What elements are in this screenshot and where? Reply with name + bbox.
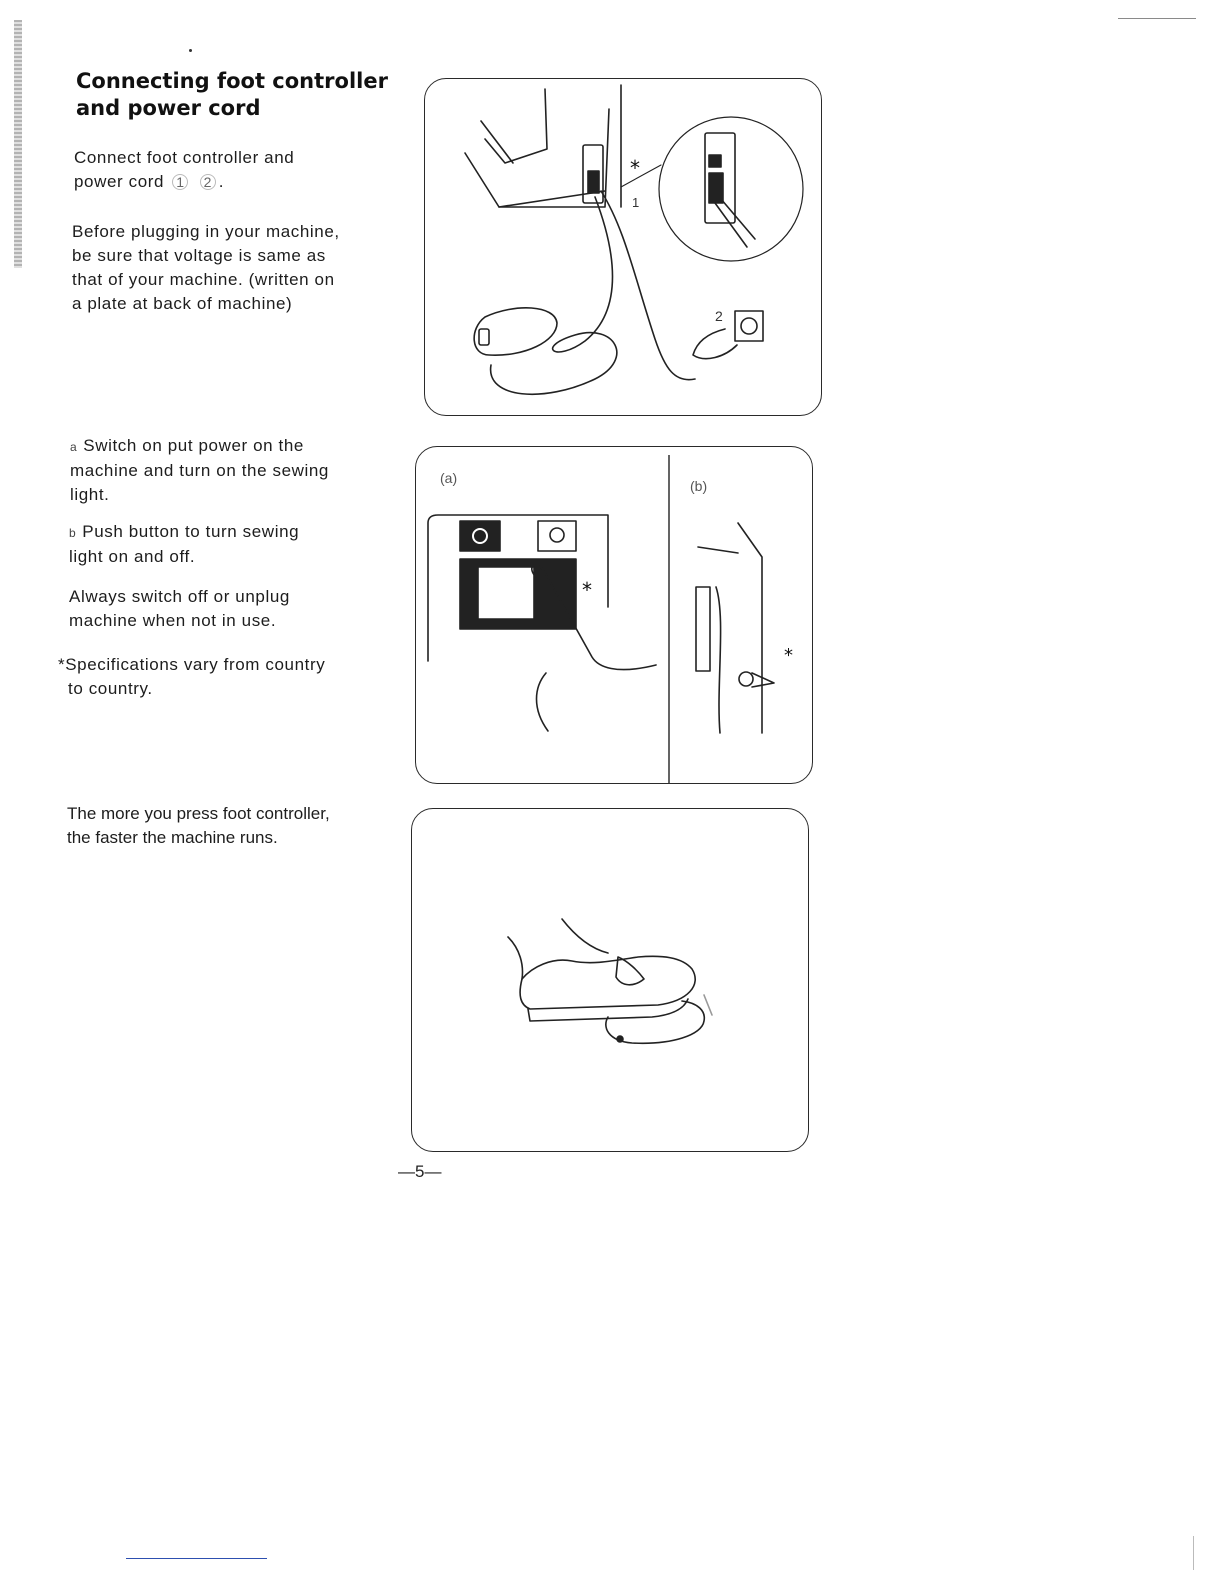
bottom-rule (126, 1558, 267, 1559)
wall-outlet (735, 311, 763, 341)
speed-line-2: the faster the machine runs. (67, 828, 278, 847)
voltage-line-4: a plate at back of machine) (72, 294, 293, 313)
voltage-line-2: be sure that voltage is same as (72, 246, 326, 265)
figure-switches (415, 446, 813, 784)
specifications-line-1: *Specifications vary from country (58, 655, 326, 674)
light-button-line-2: light on and off. (69, 547, 196, 566)
ref-number-2: 2 (200, 174, 216, 190)
light-button-b (696, 587, 710, 671)
always-switch-line-2: machine when not in use. (69, 611, 277, 630)
marker-b: b (69, 526, 77, 540)
fig2-label-b: (b) (690, 478, 708, 494)
page-title (76, 68, 396, 122)
hand-outline (693, 329, 737, 359)
connect-line-1: Connect foot controller and (74, 148, 295, 167)
leg-outline-left (508, 937, 522, 979)
top-rule (1118, 18, 1196, 19)
machine-socket (588, 171, 599, 193)
connect-line-2-prefix: power cord (74, 172, 165, 191)
connect-line-2 (74, 170, 368, 194)
foot-controller-illustration (412, 809, 808, 1151)
machine-arm-outline (485, 89, 547, 163)
marker-a: a (70, 440, 78, 454)
specifications-line-2: to country. (68, 679, 153, 698)
fig1-cord-label-2: 2 (715, 308, 723, 324)
switches-illustration (416, 447, 812, 783)
voltage-paragraph (72, 220, 366, 316)
fig1-cord-label-1: 1 (632, 195, 640, 210)
shoe-flower (616, 957, 644, 985)
fig2-asterisk-b: * (784, 645, 793, 666)
light-button-line-1-text: Push button to turn sewing (82, 522, 300, 541)
figure-power-connection (424, 78, 822, 416)
connect-paragraph (74, 146, 368, 194)
fig1-asterisk: * (630, 156, 640, 180)
switch-on-line-3: light. (70, 485, 110, 504)
right-tick (1193, 1536, 1194, 1570)
foot-controller-outline (474, 308, 557, 355)
controller-cord (491, 197, 617, 394)
machine-side-b (738, 523, 762, 733)
switch-on-line-2: machine and turn on the sewing (70, 461, 329, 480)
switch-on-line-1 (70, 434, 364, 459)
figure-foot-controller (411, 808, 809, 1152)
always-switch-line-1: Always switch off or unplug (69, 587, 290, 606)
ref-number-1: 1 (172, 174, 188, 190)
title-line-2: and power cord (76, 96, 261, 120)
switch-on-paragraph (70, 434, 364, 507)
fig2-label-a: (a) (440, 470, 458, 486)
leg-outline-right (562, 919, 608, 953)
rocker-switch (478, 567, 534, 619)
speed-paragraph (67, 802, 367, 850)
power-connection-illustration (425, 79, 821, 415)
title-line-1: Connecting foot controller (76, 69, 388, 93)
hand-outline (537, 673, 549, 731)
light-icon-box (538, 521, 576, 551)
page-number: —5— (398, 1162, 442, 1181)
voltage-line-1: Before plugging in your machine, (72, 222, 340, 241)
voltage-line-3: that of your machine. (written on (72, 270, 335, 289)
shoe-outline (520, 956, 695, 1009)
dot-mark (189, 49, 192, 52)
always-switch-paragraph (69, 585, 363, 633)
specifications-note (58, 653, 363, 701)
light-button-paragraph (69, 520, 363, 569)
switch-on-line-1-text: Switch on put power on the (83, 436, 304, 455)
inset-circle (659, 117, 803, 261)
scan-edge-artifact (14, 20, 22, 268)
speed-line-1: The more you press foot controller, (67, 804, 330, 823)
fig2-asterisk-a: * (582, 578, 592, 602)
machine-base-outline (465, 153, 605, 207)
connect-line-2-suffix: . (218, 172, 225, 191)
power-cord (601, 191, 695, 380)
light-button-line-1 (69, 520, 363, 545)
power-icon-box (460, 521, 500, 551)
